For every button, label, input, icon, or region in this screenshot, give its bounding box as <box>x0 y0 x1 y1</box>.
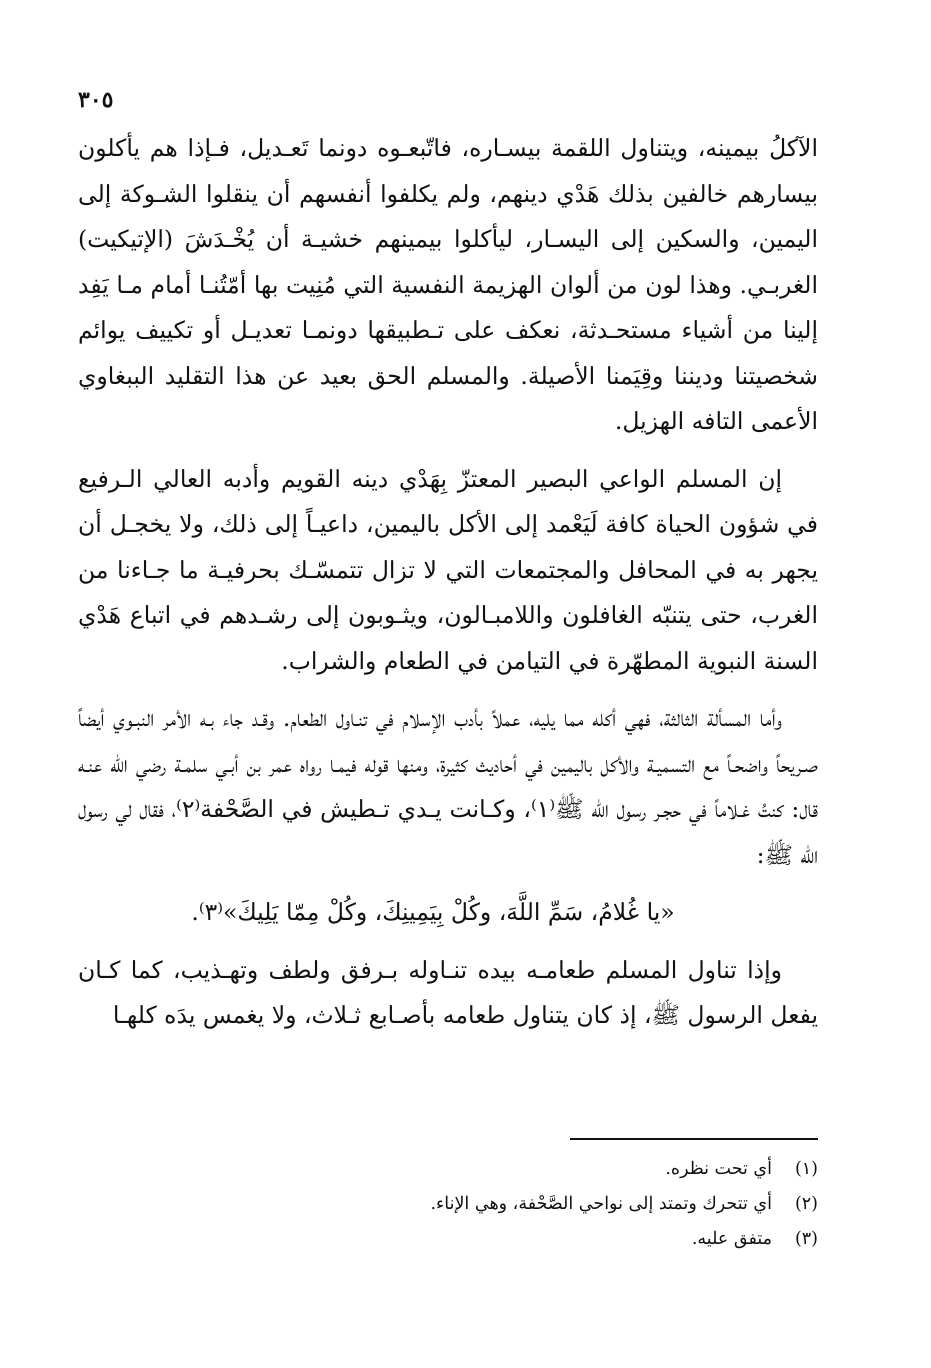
footnote-2 <box>78 1187 818 1222</box>
hadith-quote: «يا غُلامُ، سَمِّ اللَّهَ، وكُلْ بِيَمِينِكَ، وكُلْ مِمّا يَلِيكَ»⁽٣⁾. <box>191 898 675 926</box>
paragraph-3: وأما المسألة الثالثة، فهي أكله مما يليه، عملاً بأدب الإسلام في تنـاول الطعام. وقـد جاء بـه الأمر النبـوي أيضاً صـريحاً واضحـاً مع التسميـة والأكل باليمين في أحاديث كثيرة، ومنها قوله فيمـا رواه عمر بن أبـي سلمـة رضي الله عنـه قال: كنتُ غـلاماً في حجـر رسول الله ﷺ⁽١⁾، وكـانت يـدي تـطيش في الصَّحْفة⁽٢⁾، فقال لي رسول الله ﷺ: <box>78 704 818 869</box>
footnote-number: (٣) <box>794 1229 818 1249</box>
footnote-text: أي تتحرك وتمتد إلى نواحي الصَّحْفة، وهي الإناء. <box>430 1194 772 1214</box>
footnotes <box>78 1152 818 1257</box>
footnote-number: (١) <box>794 1159 818 1179</box>
paragraph-1: الآكلُ بيمينه، ويتناول اللقمة بيسـاره، فاتّبعـوه دونما تَعـديل، فـإذا هم يأكلون بيسارهم خالفين بذلك هَدْي دينهم، ولم يكلفوا أنفسهم أن ينقلوا الشـوكة إلى اليمين، والسكين إلى اليسـار، ليأكلوا بيمينهم خشيـة أن يُخْـدَشَ (الإتيكيت) الغربـي. وهذا لون من ألوان الهزيمة النفسية التي مُنِيت بها أمّتُنـا أمام مـا يَفِد إلينا من أشياء مستحـدثة، نعكف على تـطبيقها دونمـا تعديـل أو تكييف يوائم شخصيتنا وديننا وقِيَمنا الأصيلة. والمسلم الحق بعيد عن هذا التقليد الببغاوي الأعمى التافه الهزيل. <box>78 134 818 435</box>
paragraph-4: وإذا تناول المسلم طعامـه بيده تنـاوله بـرفق ولطف وتهـذيب، كما كـان يفعل الرسول ﷺ، إذ كان يتناول طعامه بأصـابع ثـلاث، ولا يغمس يدَه كلهـا <box>78 955 818 1029</box>
footnote-1 <box>78 1152 818 1187</box>
body-text <box>78 126 818 1051</box>
footnote-divider <box>570 1138 818 1140</box>
page-number: ٣٠٥ <box>78 87 114 113</box>
footnote-number: (٢) <box>794 1194 818 1214</box>
footnote-3 <box>78 1222 818 1257</box>
footnote-text: متفق عليه. <box>691 1229 772 1249</box>
footnote-text: أي تحت نظره. <box>665 1159 772 1179</box>
paragraph-2: إن المسلم الواعي البصير المعتزّ بِهَدْي دينه القويم وأدبه العالي الـرفيع في شؤون الحياة كافة لَيَعْمد إلى الأكل باليمين، داعيـاً إلى ذلك، ولا يخجـل أن يجهر به في المحافل والمجتمعات التي لا تزال تتمسّـك بحرفيـة ما جـاءنا من الغرب، حتى يتنبّه الغافلون واللامبـالون، ويثـوبون إلى رشـدهم في اتباع هَدْي السنة النبوية المطهّرة في التيامن في الطعام والشراب. <box>78 464 818 675</box>
